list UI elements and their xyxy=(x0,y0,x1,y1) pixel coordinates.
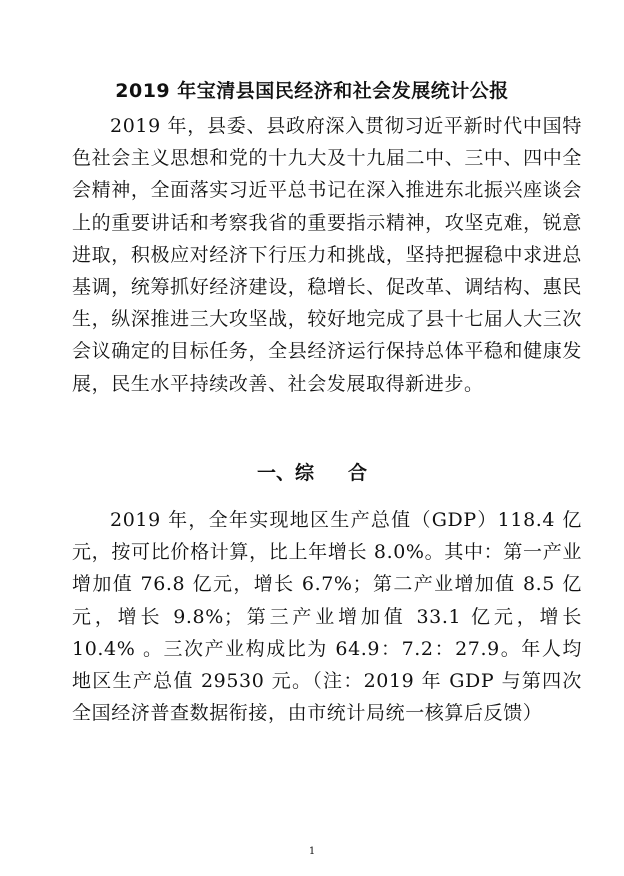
document-title: 2019 年宝清县国民经济和社会发展统计公报 xyxy=(115,80,509,102)
intro-paragraph: 2019 年，县委、县政府深入贯彻习近平新时代中国特色社会主义思想和党的十九大及十九届二中、三中、四中全会精神，全面落实习近平总书记在深入推进东北振兴座谈会上的重要讲话和考察我省的重要指示精神，攻坚克难，锐意进取，积极应对经济下行压力和挑战，坚持把握稳中求进总基调，统筹抓好经济建设，稳增长、促改革、调结构、惠民生，纵深推进三大攻坚战，较好地完成了县十七届人大三次会议确定的目标任务，全县经济运行保持总体平稳和健康发展，民生水平持续改善、社会发展取得新进步。 xyxy=(72,115,582,395)
section-heading-summary xyxy=(0,458,624,485)
section-heading-left: 一、综 xyxy=(256,462,314,484)
summary-paragraph: 2019 年，全年实现地区生产总值（GDP）118.4 亿元，按可比价格计算，比上年增长 8.0%。其中：第一产业增加值 76.8 亿元，增长 6.7%；第二产业增加值 8.5 亿元，增长 9.8%；第三产业增加值 33.1 亿元，增长 10.4% 。三次产业构成比为 64.9：7.2：27.9。年人均地区生产总值 29530 元。（注：2019 年 GDP 与第四次全国经济普查数据衔接，由市统计局统一核算后反馈） xyxy=(72,509,582,725)
section-heading-right: 合 xyxy=(348,462,368,484)
page-number: 1 xyxy=(308,846,316,857)
